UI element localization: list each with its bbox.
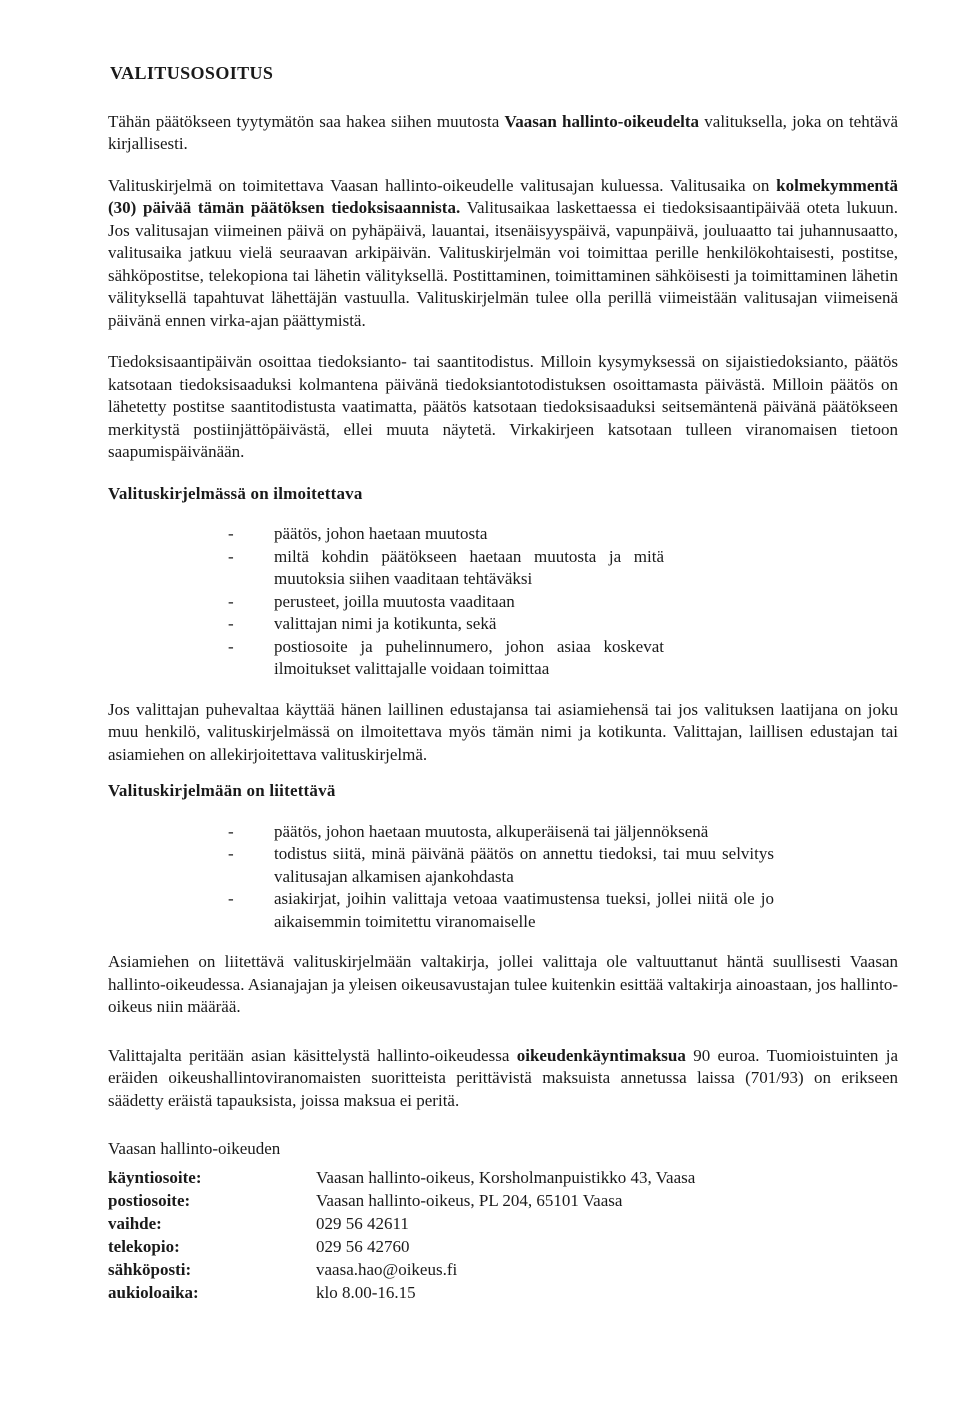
appeal-period-emphasis: kolmekymmentä (30) päivää tämän päätöksen tiedoksisaannista. xyxy=(108,175,898,217)
list-item: - päätös, johon haetaan muutosta xyxy=(108,523,664,546)
service-date-paragraph: Tiedoksisaantipäivän osoittaa tiedoksianto- tai saantitodistus. Milloin kysymyksessä on sijaistiedoksianto, päätös katsotaan tiedoksisaaduksi kolmantena päivänä tiedoksiantotodistuksen osoittamasta päivästä. Milloin päätös on lähetetty postitse saantitodistusta vaatimatta, päätös katsotaan tiedoksisaaduksi seitsemäntenä päivänä päätökseen merkitystä postiinjättöpäivästä, ellei muuta näytetä. Virkakirjeen katsotaan tulleen viranomaisen tietoon saapumispäivänään. xyxy=(108,352,898,461)
contact-row xyxy=(108,1167,695,1190)
contact-key: postiosoite: xyxy=(108,1190,191,1210)
contact-row xyxy=(108,1190,695,1213)
contact-row xyxy=(108,1259,695,1282)
document-content xyxy=(108,62,898,1305)
contact-row xyxy=(108,1236,695,1259)
list-item: - miltä kohdin päätökseen haetaan muutosta ja mitä muutoksia siihen vaaditaan tehtäväksi xyxy=(108,546,664,591)
intro-paragraph: Tähän päätökseen tyytymätön saa hakea siihen muutosta Vaasan hallinto-oikeudelta valituksella, joka on tehtävä kirjallisesti. xyxy=(108,111,899,153)
section-heading-attachments: Valituskirjelmään on liitettävä xyxy=(108,781,336,800)
document-title: VALITUSOSOITUS xyxy=(110,63,274,83)
list-item: - perusteet, joilla muutosta vaaditaan xyxy=(108,591,664,614)
contact-row xyxy=(108,1213,695,1236)
list-item: - postiosoite ja puhelinnumero, johon asiaa koskevat ilmoitukset valittajalle voidaan toimittaa xyxy=(108,636,664,681)
list-item: - todistus siitä, minä päivänä päätös on annettu tiedoksi, tai muu selvitys valitusajan alkamisen ajankohdasta xyxy=(108,843,774,888)
fee-emphasis: oikeudenkäyntimaksua xyxy=(516,1045,686,1065)
attachments-list xyxy=(108,821,898,934)
court-name: Vaasan hallinto-oikeudelta xyxy=(504,111,700,131)
court-contact-heading: Vaasan hallinto-oikeuden xyxy=(108,1139,281,1158)
required-info-list xyxy=(108,523,898,681)
contact-key: sähköposti: xyxy=(108,1259,192,1279)
power-of-attorney-paragraph: Asiamiehen on liitettävä valituskirjelmään valtakirja, jollei valittaja ole valtuuttanut häntä suullisesti Vaasan hallinto-oikeudessa. Asianajajan ja yleisen oikeusavustajan tulee kuitenkin esittää valtakirja ainoastaan, jos hallinto-oikeus niin määrää. xyxy=(108,952,898,1016)
contact-value: klo 8.00-16.15 xyxy=(316,1282,416,1302)
section-heading-required-info: Valituskirjelmässä on ilmoitettava xyxy=(108,483,363,503)
appeal-period-paragraph: Valituskirjelmä on toimitettava Vaasan hallinto-oikeudelle valitusajan kuluessa. Valitusaika on kolmekymmentä (30) päivää tämän päätöksen tiedoksisaannista. Valitusaikaa laskettaessa ei tiedoksisaantipäivää oteta lukuun. Jos valitusajan viimeinen päivä on pyhäpäivä, lauantai, itsenäisyyspäivä, vapunpäivä, jouluaatto tai juhannusaatto, valitusaika jatkuu vielä seuraavan arkipäivän. Valituskirjelmän voi toimittaa perille henkilökohtaisesti, postitse, sähköpostitse, telekopiona tai lähetin välityksellä. Postittaminen, toimittaminen sähköisesti ja toimittaminen lähetin välityksellä tapahtuvat lähettäjän vastuulla. Valituskirjelmän tulee olla perillä viimeistään valitusajan viimeisenä päivänä ennen virka-ajan päättymistä. xyxy=(108,175,899,330)
contact-email[interactable]: vaasa.hao@oikeus.fi xyxy=(316,1259,458,1279)
list-item: - päätös, johon haetaan muutosta, alkuperäisenä tai jäljennöksenä xyxy=(108,821,774,844)
representative-paragraph: Jos valittajan puhevaltaa käyttää hänen laillinen edustajansa tai asiamiehensä tai jos valituksen laatijana on joku muu henkilö, valituskirjelmässä on ilmoitettava myös tämän nimi ja kotikunta. Valittajan, laillisen edustajan tai asiamiehen on allekirjoitettava valituskirjelmä. xyxy=(108,699,898,764)
contact-row xyxy=(108,1282,695,1305)
contact-key: aukioloaika: xyxy=(108,1282,199,1302)
list-item: - asiakirjat, joihin valittaja vetoaa vaatimustensa tueksi, jollei niitä ole jo aikaisemmin toimitettu viranomaiselle xyxy=(108,888,774,933)
contact-value: 029 56 42611 xyxy=(316,1213,409,1233)
contact-key: käyntiosoite: xyxy=(108,1167,202,1187)
contact-key: telekopio: xyxy=(108,1236,180,1256)
list-item: - valittajan nimi ja kotikunta, sekä xyxy=(108,613,664,636)
fee-paragraph: Valittajalta peritään asian käsittelystä hallinto-oikeudessa oikeudenkäyntimaksua 90 euroa. Tuomioistuinten ja eräiden oikeushallintoviranomaisten suoritteista perittävistä maksuista annetussa laissa (701/93) on erikseen säädetty eräistä tapauksista, joissa maksua ei peritä. xyxy=(108,1045,899,1110)
contact-value: Vaasan hallinto-oikeus, PL 204, 65101 Vaasa xyxy=(316,1190,623,1210)
contact-value: 029 56 42760 xyxy=(316,1236,410,1256)
court-contact-table xyxy=(108,1167,695,1305)
contact-key: vaihde: xyxy=(108,1213,162,1233)
contact-value: Vaasan hallinto-oikeus, Korsholmanpuistikko 43, Vaasa xyxy=(316,1167,696,1187)
